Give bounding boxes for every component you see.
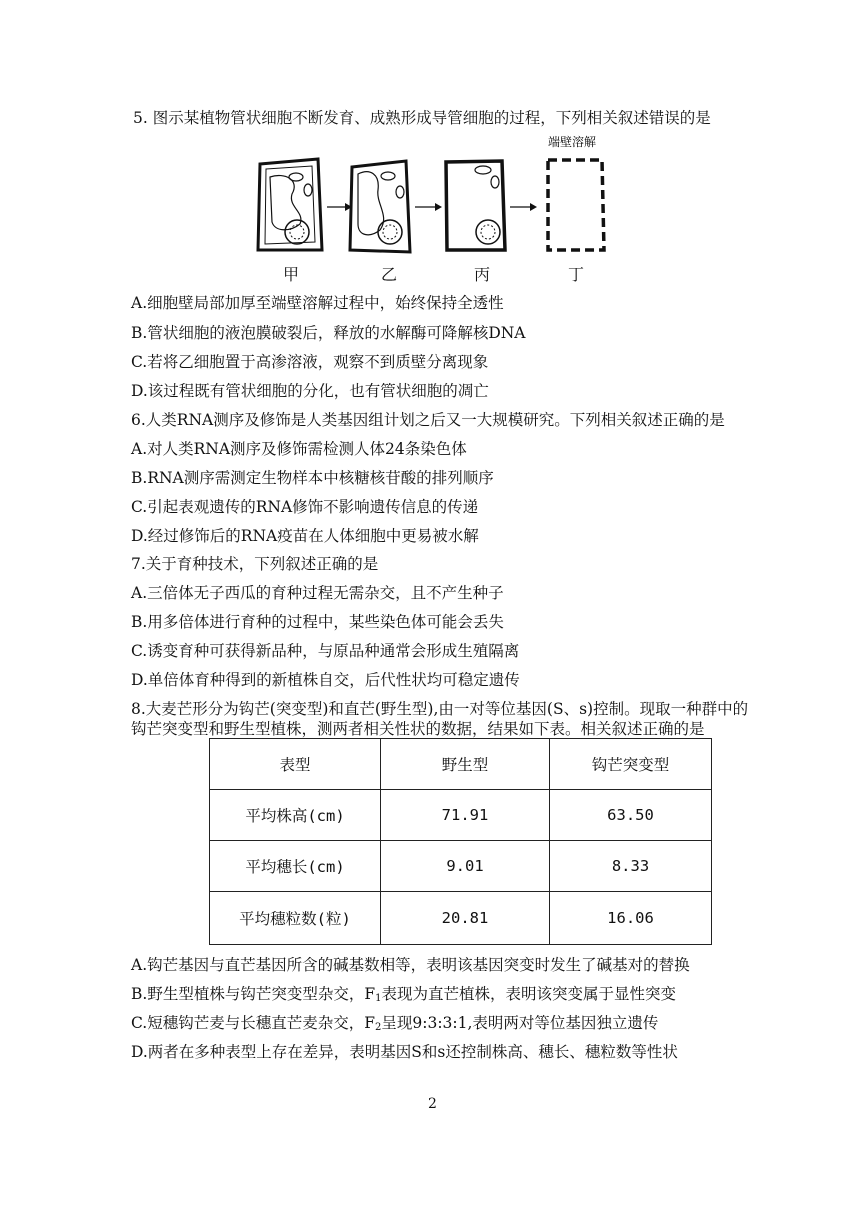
q8-stem-line2: 钩芒突变型和野生型植株，测两者相关性状的数据，结果如下表。相关叙述正确的是 (131, 720, 705, 738)
q8-data-table (209, 738, 712, 945)
q7-option-c: C.诱变育种可获得新品种，与原品种通常会形成生殖隔离 (131, 642, 520, 660)
table-cell: 20.81 (381, 892, 550, 945)
cell-label-yi: 乙 (381, 265, 398, 284)
q7-stem: 7.关于育种技术，下列叙述正确的是 (131, 555, 379, 573)
table-row (210, 790, 712, 841)
cell-label-jia: 甲 (283, 265, 300, 284)
table-row (210, 841, 712, 892)
q8-stem-line1: 8.大麦芒形分为钩芒(突变型)和直芒(野生型),由一对等位基因(S、s)控制。现取一种群中的 (131, 700, 749, 718)
q6-option-a: A.对人类RNA测序及修饰需检测人体24条染色体 (131, 440, 467, 458)
table-cell: 平均株高(cm) (210, 790, 381, 841)
q5-stem: 5. 图示某植物管状细胞不断发育、成熟形成导管细胞的过程，下列相关叙述错误的是 (133, 109, 711, 127)
q6-option-b: B.RNA测序需测定生物样本中核糖核苷酸的排列顺序 (131, 469, 494, 487)
q6-stem: 6.人类RNA测序及修饰是人类基因组计划之后又一大规模研究。下列相关叙述正确的是 (131, 411, 725, 429)
table-header-cell: 表型 (210, 739, 381, 790)
table-header-cell: 钩芒突变型 (550, 739, 712, 790)
table-cell: 平均穗粒数(粒) (210, 892, 381, 945)
figure-annotation: 端壁溶解 (548, 135, 597, 149)
table-row (210, 892, 712, 945)
cell-yi (350, 161, 410, 252)
q6-option-d: D.经过修饰后的RNA疫苗在人体细胞中更易被水解 (131, 527, 479, 545)
page-number: 2 (428, 1096, 437, 1112)
q5-option-d: D.该过程既有管状细胞的分化，也有管状细胞的凋亡 (131, 382, 489, 400)
q7-option-b: B.用多倍体进行育种的过程中，某些染色体可能会丢失 (131, 613, 504, 631)
table-header-cell: 野生型 (381, 739, 550, 790)
q5-option-b: B.管状细胞的液泡膜破裂后，释放的水解酶可降解核DNA (131, 324, 526, 342)
q8-option-c: C.短穗钩芒麦与长穗直芒麦杂交，$F_2$呈现9:3:3:1,表明两对等位基因独立遗传 (131, 1014, 659, 1033)
cell-ding (548, 160, 604, 250)
q8-option-b: B.野生型植株与钩芒突变型杂交，$F_1$表现为直芒植株，表明该突变属于显性突变 (131, 985, 676, 1004)
table-header-row (210, 739, 712, 790)
cell-label-ding: 丁 (568, 265, 585, 284)
q6-option-c: C.引起表观遗传的RNA修饰不影响遗传信息的传递 (131, 498, 479, 516)
table-cell: 平均穗长(cm) (210, 841, 381, 892)
q5-option-a: A.细胞壁局部加厚至端壁溶解过程中，始终保持全透性 (131, 294, 504, 312)
table-cell: 63.50 (550, 790, 712, 841)
cell-development-figure (230, 132, 620, 257)
table-cell: 9.01 (381, 841, 550, 892)
cell-bing (446, 161, 505, 250)
table-cell: 8.33 (550, 841, 712, 892)
table-cell: 16.06 (550, 892, 712, 945)
cell-jia (258, 159, 322, 250)
q7-option-a: A.三倍体无子西瓜的育种过程无需杂交，且不产生种子 (131, 584, 504, 602)
cell-label-bing: 丙 (474, 265, 491, 284)
q7-option-d: D.单倍体育种得到的新植株自交，后代性状均可稳定遗传 (131, 671, 520, 689)
table-cell: 71.91 (381, 790, 550, 841)
q5-option-c: C.若将乙细胞置于高渗溶液，观察不到质壁分离现象 (131, 353, 489, 371)
q8-option-d: D.两者在多种表型上存在差异，表明基因S和s还控制株高、穗长、穗粒数等性状 (131, 1043, 678, 1061)
q8-option-a: A.钩芒基因与直芒基因所含的碱基数相等，表明该基因突变时发生了碱基对的替换 (131, 956, 690, 974)
